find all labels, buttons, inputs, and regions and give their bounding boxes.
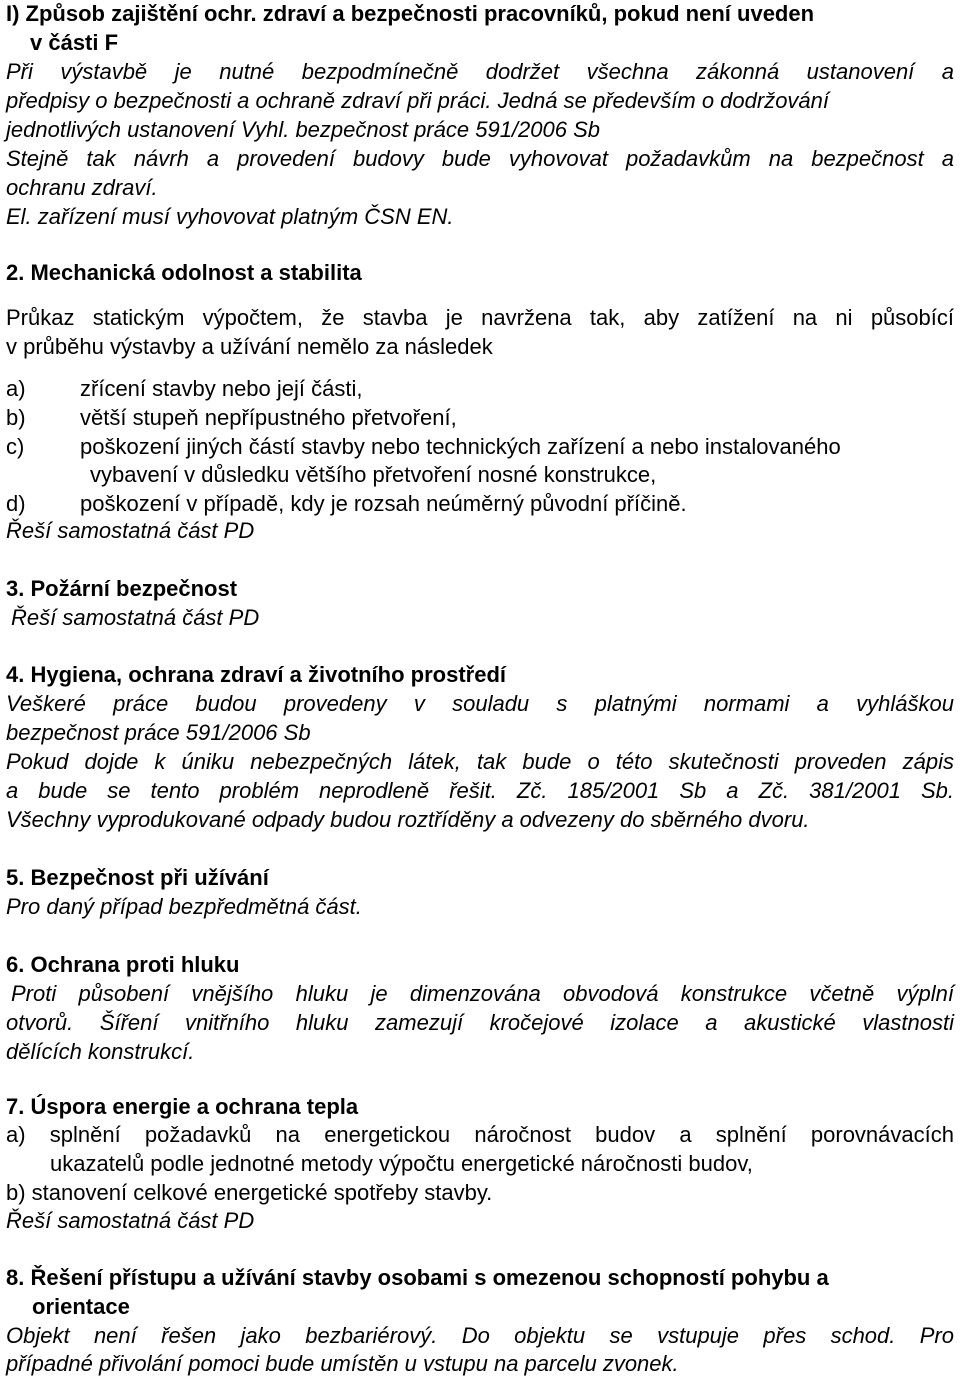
list-item-text: poškození jiných částí stavby nebo technických zařízení a nebo instalovaného <box>80 434 841 459</box>
section-1-heading-line-2: v části F <box>30 30 119 55</box>
section-4-line-4: a bude se tento problém neprodleně řešit. Zč. 185/2001 Sb a Zč. 381/2001 Sb. <box>6 778 954 803</box>
section-6-line-3: dělících konstrukcí. <box>6 1039 195 1064</box>
section-7-line-1: a) splnění požadavků na energetickou náročnost budov a splnění porovnávacích <box>6 1122 954 1147</box>
section-4-line-3: Pokud dojde k úniku nebezpečných látek, tak bude o této skutečnosti proveden zápis <box>6 749 954 774</box>
section-8-heading-line-2: orientace <box>32 1294 130 1319</box>
section-1-paragraph-line-2: předpisy o bezpečnosti a ochraně zdraví při práci. Jedná se především o dodržování <box>6 88 830 113</box>
list-item-label: b) <box>6 405 26 430</box>
section-2-intro-line-2: v průběhu výstavby a užívání nemělo za následek <box>6 334 493 359</box>
section-8-line-2: případné přivolání pomoci bude umístěn u vstupu na parcelu zvonek. <box>6 1351 679 1376</box>
section-7-line-2: ukazatelů podle jednotné metody výpočtu energetické náročnosti budov, <box>50 1151 753 1176</box>
section-8-line-1: Objekt není řešen jako bezbariérový. Do objektu se vstupuje přes schod. Pro <box>6 1323 954 1348</box>
section-6-line-1: Proti působení vnějšího hluku je dimenzována obvodová konstrukce včetně výplní <box>11 981 954 1006</box>
list-item-label: c) <box>6 434 25 459</box>
section-4-line-1: Veškeré práce budou provedeny v souladu s platnými normami a vyhláškou <box>6 691 954 716</box>
section-7-heading: 7. Úspora energie a ochrana tepla <box>6 1094 359 1119</box>
section-2-note: Řeší samostatná část PD <box>6 518 255 543</box>
section-4-line-2: bezpečnost práce 591/2006 Sb <box>6 720 311 745</box>
section-4-line-5: Všechny vyprodukované odpady budou roztříděny a odvezeny do sběrného dvoru. <box>6 807 810 832</box>
section-1-paragraph-line-6: El. zařízení musí vyhovovat platným ČSN EN. <box>6 204 454 229</box>
section-5-text: Pro daný případ bezpředmětná část. <box>6 894 362 919</box>
section-3-note: Řeší samostatná část PD <box>11 605 260 630</box>
section-7-line-3: b) stanovení celkové energetické spotřeby stavby. <box>6 1180 493 1205</box>
section-1-paragraph-line-3: jednotlivých ustanovení Vyhl. bezpečnost práce 591/2006 Sb <box>6 117 600 142</box>
section-6-line-2: otvorů. Šíření vnitřního hluku zamezují kročejové izolace a akustické vlastnosti <box>6 1010 954 1035</box>
section-7-note: Řeší samostatná část PD <box>6 1208 255 1233</box>
list-item-text: zřícení stavby nebo její části, <box>80 376 363 401</box>
section-1-heading-line-1: I) Způsob zajištění ochr. zdraví a bezpečnosti pracovníků, pokud není uveden <box>6 1 815 26</box>
list-item-label: d) <box>6 491 26 516</box>
section-6-heading: 6. Ochrana proti hluku <box>6 952 240 977</box>
list-item-label: a) <box>6 376 26 401</box>
section-2-intro-line-1: Průkaz statickým výpočtem, že stavba je navržena tak, aby zatížení na ni působící <box>6 305 954 330</box>
section-3-heading: 3. Požární bezpečnost <box>6 576 238 601</box>
section-4-heading: 4. Hygiena, ochrana zdraví a životního prostředí <box>6 662 507 687</box>
section-1-paragraph-line-4: Stejně tak návrh a provedení budovy bude vyhovovat požadavkům na bezpečnost a <box>6 146 954 171</box>
section-8-heading-line-1: 8. Řešení přístupu a užívání stavby osobami s omezenou schopností pohybu a <box>6 1265 829 1290</box>
list-item-text: vybavení v důsledku většího přetvoření nosné konstrukce, <box>90 462 657 487</box>
list-item-text: větší stupeň nepřípustného přetvoření, <box>80 405 457 430</box>
section-5-heading: 5. Bezpečnost při užívání <box>6 865 269 890</box>
section-1-paragraph-line-5: ochranu zdraví. <box>6 175 158 200</box>
section-2-heading: 2. Mechanická odolnost a stabilita <box>6 260 362 285</box>
section-1-paragraph-line-1: Při výstavbě je nutné bezpodmínečně dodržet všechna zákonná ustanovení a <box>6 59 954 84</box>
list-item-text: poškození v případě, kdy je rozsah neúměrný původní příčině. <box>80 491 687 516</box>
